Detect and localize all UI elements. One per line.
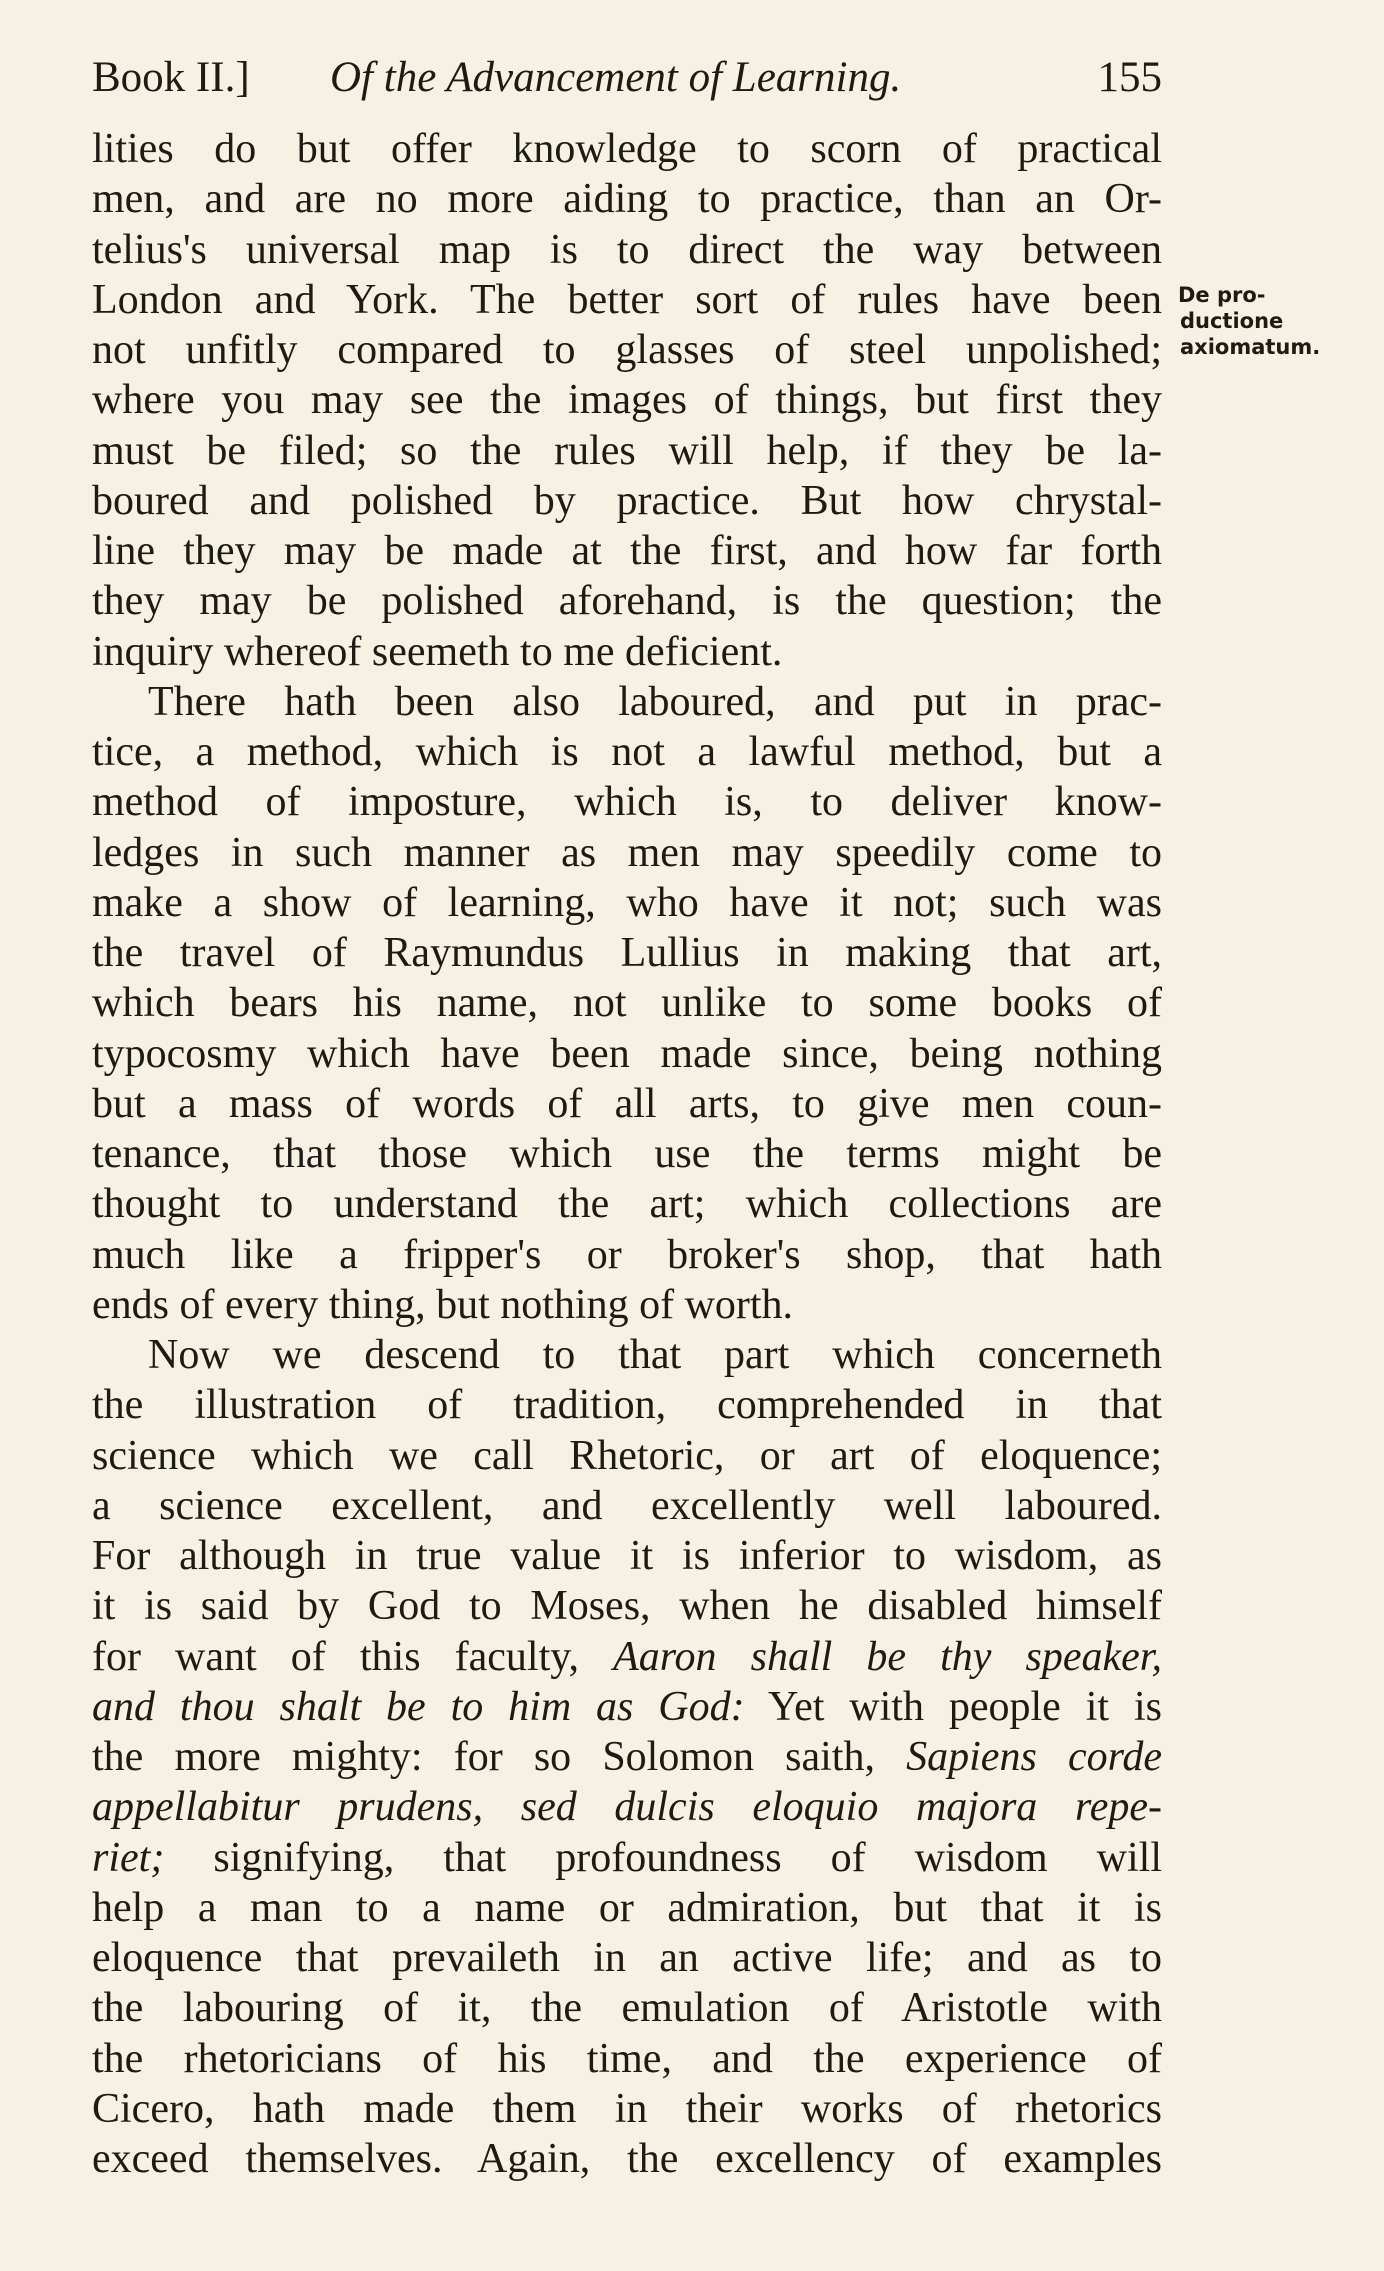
marginal-note-line: axiomatum. [1180,335,1321,359]
text-line: London and York. The better sort of rules have been [92,276,1162,323]
text-line: tice, a method, which is not a lawful method, but a [92,729,1162,775]
text-line: make a show of learning, who have it not; such was [92,879,1162,926]
text-line: it is said by God to Moses, when he disabled himself [92,1583,1162,1630]
text-line: For although in true value it is inferior to wisdom, as [92,1533,1162,1579]
text-segment: Yet with people it is [767,1683,1162,1730]
text-line: where you may see the images of things, but first they [92,377,1162,424]
text-line [92,1782,1162,1832]
text-line: eloquence that prevaileth in an active life; and as to [92,1935,1162,1981]
text-segment: the more mighty: for so Solomon saith, [92,1734,875,1780]
text-line: men, and are no more aiding to practice, than an Or- [92,176,1162,223]
text-line: method of imposture, which is, to deliver know- [92,779,1162,826]
text-line: tenance, that those which use the terms might be [92,1131,1162,1177]
paragraph-start: Now we descend to that part which concerneth [148,1332,1162,1378]
text-segment: signifying, that profoundness of wisdom will [213,1834,1162,1881]
page-number: 155 [1097,54,1162,101]
text-line: help a man to a name or admiration, but that it is [92,1884,1162,1931]
running-header [92,48,1162,108]
book-number: Book II.] [92,54,250,101]
text-segment: for want of this faculty, [92,1633,580,1680]
italic-quotation: Aaron shall be thy speaker, [613,1633,1162,1680]
text-line: much like a fripper's or broker's shop, that hath [92,1231,1162,1278]
marginal-note [1178,282,1321,360]
italic-quotation: and thou shalt be to him as God: [92,1683,745,1730]
text-line: line they may be made at the first, and how far forth [92,528,1162,574]
text-line: a science excellent, and excellently well laboured. [92,1482,1162,1529]
text-line: the rhetoricians of his time, and the experience of [92,2035,1162,2082]
body-text [92,124,1162,2184]
marginal-note-line: De pro- [1178,283,1266,307]
text-line: lities do but offer knowledge to scorn of practical [92,126,1162,172]
text-line: boured and polished by practice. But how chrystal- [92,477,1162,524]
text-line: exceed themselves. Again, the excellency of examples [92,2136,1162,2182]
text-line [92,1682,1162,1732]
text-line: Cicero, hath made them in their works of rhetorics [92,2085,1162,2132]
text-line [92,1833,1162,1883]
text-line: they may be polished aforehand, is the question; the [92,578,1162,625]
text-line: not unfitly compared to glasses of steel unpolished; [92,327,1162,373]
running-title: Of the Advancement of Learning. [330,54,902,101]
text-line: thought to understand the art; which collections are [92,1181,1162,1228]
text-line: science which we call Rhetoric, or art of eloquence; [92,1432,1162,1479]
text-line: the illustration of tradition, comprehended in that [92,1382,1162,1429]
text-line: the labouring of it, the emulation of Aristotle with [92,1985,1162,2032]
latin-quotation: appellabitur prudens, sed dulcis eloquio majora repe- [92,1784,1162,1831]
text-line [92,1632,1162,1682]
text-line: typocosmy which have been made since, being nothing [92,1030,1162,1077]
text-line: but a mass of words of all arts, to give men coun- [92,1080,1162,1127]
text-line: inquiry whereof seemeth to me deficient. [92,628,783,675]
latin-quotation: Sapiens corde [906,1734,1162,1780]
text-line: ledges in such manner as men may speedily come to [92,829,1162,876]
text-line: the travel of Raymundus Lullius in making that art, [92,930,1162,976]
marginal-note-line: ductione [1180,309,1284,333]
latin-quotation: riet; [92,1834,165,1881]
text-line [92,1732,1162,1782]
text-line: which bears his name, not unlike to some books of [92,980,1162,1027]
text-line: telius's universal map is to direct the way between [92,226,1162,273]
paragraph-start: There hath been also laboured, and put in prac- [148,678,1162,725]
text-line: ends of every thing, but nothing of worth. [92,1281,794,1328]
text-line: must be filed; so the rules will help, if they be la- [92,427,1162,474]
